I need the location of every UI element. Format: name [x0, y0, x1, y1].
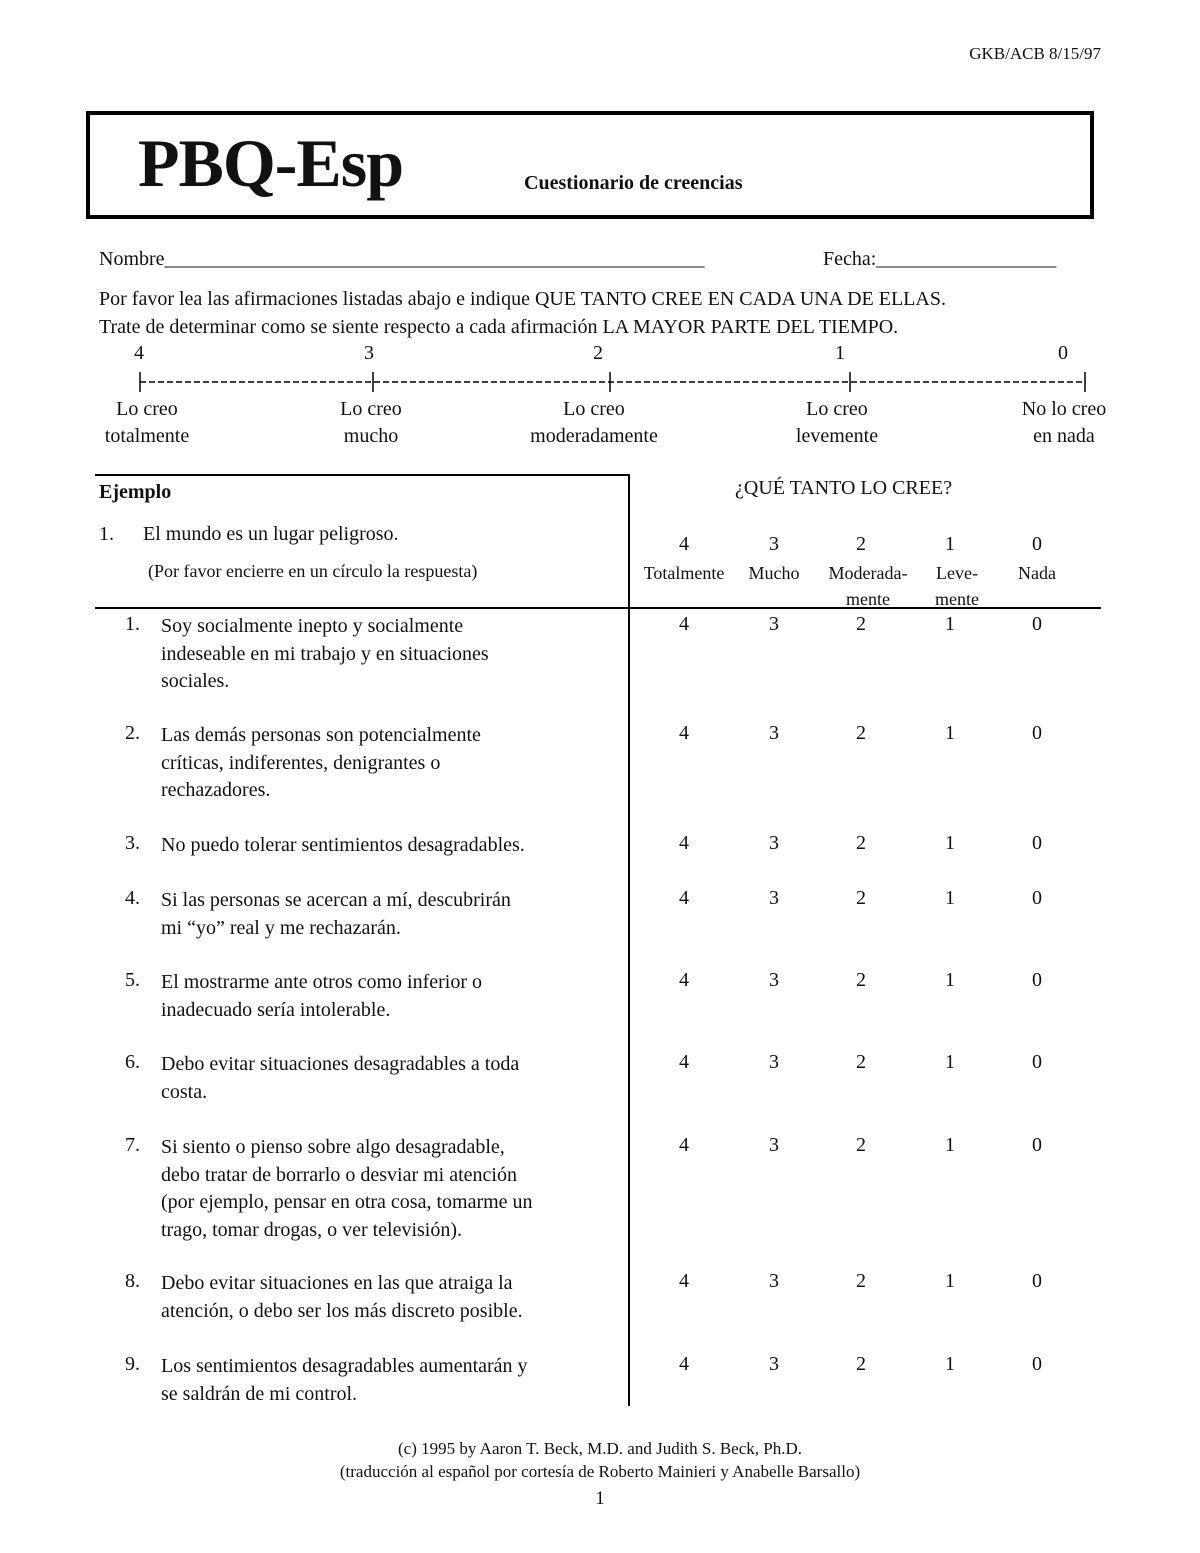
- column-label: [1002, 560, 1072, 586]
- rating-option-4[interactable]: 4: [679, 1270, 689, 1292]
- scale-label: [514, 396, 674, 450]
- rating-option-0[interactable]: 0: [1032, 887, 1042, 909]
- rating-option-1[interactable]: 1: [945, 1051, 955, 1073]
- rating-option-2[interactable]: 2: [856, 832, 866, 854]
- rating-option-0[interactable]: 0: [1032, 613, 1042, 635]
- question-text: [161, 887, 621, 942]
- scale-number: 0: [1058, 342, 1068, 364]
- question-line: Si siento o pienso sobre algo desagradable,: [161, 1136, 505, 1158]
- column-label: [814, 560, 922, 612]
- question-line: trago, tomar drogas, o ver televisión).: [161, 1218, 463, 1241]
- rating-option-2[interactable]: 2: [856, 1270, 866, 1292]
- question-line: Debo evitar situaciones desagradables a toda: [161, 1053, 520, 1075]
- rating-option-4[interactable]: 4: [679, 1051, 689, 1073]
- scale-label: [316, 396, 426, 450]
- rating-option-1[interactable]: 1: [945, 613, 955, 635]
- question-text: [161, 722, 621, 805]
- column-number: 3: [769, 533, 779, 555]
- scale-label-line: moderadamente: [530, 425, 658, 447]
- column-label: [738, 560, 810, 586]
- question-number: 3.: [125, 832, 140, 854]
- scale-label: [1006, 396, 1122, 450]
- scale-number: 4: [134, 342, 144, 364]
- question-line: mi “yo” real y me rechazarán.: [161, 916, 401, 939]
- question-line: debo tratar de borrarlo o desviar mi atención: [161, 1163, 517, 1186]
- column-label: [922, 560, 992, 612]
- rating-option-0[interactable]: 0: [1032, 969, 1042, 991]
- question-line: (por ejemplo, pensar en otra cosa, tomarme un: [161, 1191, 533, 1213]
- example-number: 1.: [99, 523, 114, 545]
- table-vertical-rule: [628, 474, 630, 1406]
- scale-label-line: mucho: [343, 425, 399, 447]
- question-text: [161, 1134, 621, 1244]
- scale-number: 2: [593, 342, 603, 364]
- question-line: El mostrarme ante otros como inferior o: [161, 971, 483, 993]
- rating-option-0[interactable]: 0: [1032, 1270, 1042, 1292]
- rating-option-3[interactable]: 3: [769, 613, 779, 635]
- column-label-line: Mucho: [748, 563, 800, 583]
- scale-label: [782, 396, 892, 450]
- question-text: [161, 969, 621, 1024]
- example-text: El mundo es un lugar peligroso.: [143, 523, 399, 545]
- question-line: Debo evitar situaciones en las que atraiga la: [161, 1272, 513, 1294]
- instructions-line-1: Por favor lea las afirmaciones listadas abajo e indique QUE TANTO CREE EN CADA UNA DE ELLAS.: [99, 288, 946, 310]
- question-line: No puedo tolerar sentimientos desagradables.: [161, 834, 525, 856]
- question-text: [161, 1270, 621, 1325]
- rating-option-3[interactable]: 3: [769, 969, 779, 991]
- scale-label: [92, 396, 202, 450]
- rating-header: ¿QUÉ TANTO LO CREE?: [735, 477, 953, 499]
- example-title: Ejemplo: [99, 481, 172, 503]
- name-field[interactable]: Nombre______________________________________________________: [99, 248, 705, 270]
- question-line: Los sentimientos desagradables aumentarán y: [161, 1355, 528, 1377]
- copyright-line: (c) 1995 by Aaron T. Beck, M.D. and Judith S. Beck, Ph.D.: [397, 1439, 803, 1458]
- title-box: [86, 111, 1094, 219]
- scale-label-line: en nada: [1033, 425, 1095, 447]
- rating-option-0[interactable]: 0: [1032, 1353, 1042, 1375]
- rating-option-4[interactable]: 4: [679, 832, 689, 854]
- rating-option-1[interactable]: 1: [945, 969, 955, 991]
- scale-line: [139, 370, 1087, 394]
- rating-option-2[interactable]: 2: [856, 722, 866, 744]
- rating-option-1[interactable]: 1: [945, 1353, 955, 1375]
- scale-label-line: Lo creo: [563, 398, 625, 420]
- scale-line-graphic: [139, 370, 1087, 394]
- question-number: 5.: [125, 969, 140, 991]
- question-number: 1.: [125, 613, 140, 635]
- scale-label-line: levemente: [795, 425, 879, 447]
- column-label-line: mente: [846, 589, 890, 609]
- question-number: 6.: [125, 1051, 140, 1073]
- column-label-line: Moderada-: [828, 563, 908, 583]
- question-number: 8.: [125, 1270, 140, 1292]
- instructions: [99, 285, 946, 341]
- rating-option-3[interactable]: 3: [769, 1051, 779, 1073]
- rating-option-3[interactable]: 3: [769, 1134, 779, 1156]
- translation-credit: (traducción al español por cortesía de Roberto Mainieri y Anabelle Barsallo): [339, 1462, 861, 1481]
- question-text: [161, 832, 621, 860]
- rating-option-1[interactable]: 1: [945, 722, 955, 744]
- question-line: sociales.: [161, 670, 230, 692]
- rating-option-3[interactable]: 3: [769, 722, 779, 744]
- rating-option-4[interactable]: 4: [679, 722, 689, 744]
- column-number: 0: [1032, 533, 1042, 555]
- scale-label-line: Lo creo: [116, 398, 178, 420]
- rating-option-2[interactable]: 2: [856, 1051, 866, 1073]
- scale-label-line: totalmente: [104, 425, 190, 447]
- rating-option-0[interactable]: 0: [1032, 832, 1042, 854]
- rating-option-2[interactable]: 2: [856, 1134, 866, 1156]
- question-line: Las demás personas son potencialmente: [161, 724, 481, 746]
- rating-option-4[interactable]: 4: [679, 887, 689, 909]
- rating-option-3[interactable]: 3: [769, 1270, 779, 1292]
- rating-option-2[interactable]: 2: [856, 1353, 866, 1375]
- question-line: indeseable en mi trabajo y en situaciones: [161, 642, 489, 665]
- document-code: GKB/ACB 8/15/97: [969, 44, 1101, 63]
- page-number: 1: [595, 1488, 605, 1509]
- scale-number: 3: [364, 342, 374, 364]
- question-line: Soy socialmente inepto y socialmente: [161, 615, 464, 637]
- instructions-line-2: Trate de determinar como se siente respecto a cada afirmación LA MAYOR PARTE DEL TIEMPO.: [99, 316, 899, 338]
- scale-label-line: Lo creo: [806, 398, 868, 420]
- column-number: 1: [945, 533, 955, 555]
- example-note: (Por favor encierre en un círculo la respuesta): [148, 561, 478, 581]
- rating-option-4[interactable]: 4: [679, 613, 689, 635]
- document-title: PBQ-Esp: [138, 125, 404, 201]
- question-line: rechazadores.: [161, 779, 271, 801]
- rating-option-4[interactable]: 4: [679, 1134, 689, 1156]
- question-number: 9.: [125, 1353, 140, 1375]
- question-line: atención, o debo ser los más discreto posible.: [161, 1299, 523, 1322]
- column-label-line: Nada: [1018, 563, 1056, 583]
- name-date-row: [99, 248, 1099, 271]
- rating-option-4[interactable]: 4: [679, 969, 689, 991]
- rating-option-1[interactable]: 1: [945, 832, 955, 854]
- question-number: 7.: [125, 1134, 140, 1156]
- column-number: 4: [679, 533, 689, 555]
- table-top-rule: [95, 474, 630, 476]
- question-text: [161, 613, 621, 696]
- question-line: costa.: [161, 1080, 208, 1103]
- rating-option-1[interactable]: 1: [945, 1134, 955, 1156]
- question-line: Si las personas se acercan a mí, descubrirán: [161, 889, 511, 911]
- rating-option-2[interactable]: 2: [856, 887, 866, 909]
- question-text: [161, 1353, 621, 1408]
- rating-option-1[interactable]: 1: [945, 1270, 955, 1292]
- rating-option-3[interactable]: 3: [769, 832, 779, 854]
- rating-option-3[interactable]: 3: [769, 1353, 779, 1375]
- scale-label-line: No lo creo: [1021, 398, 1107, 420]
- rating-option-1[interactable]: 1: [945, 887, 955, 909]
- rating-option-0[interactable]: 0: [1032, 722, 1042, 744]
- scale-number: 1: [835, 342, 845, 364]
- column-label-line: mente: [935, 589, 979, 609]
- question-text: [161, 1051, 621, 1106]
- rating-option-2[interactable]: 2: [856, 969, 866, 991]
- question-number: 4.: [125, 887, 140, 909]
- question-number: 2.: [125, 722, 140, 744]
- question-line: críticas, indiferentes, denigrantes o: [161, 751, 441, 774]
- column-number: 2: [856, 533, 866, 555]
- document-subtitle: Cuestionario de creencias: [524, 172, 743, 194]
- question-line: se saldrán de mi control.: [161, 1382, 358, 1405]
- rating-option-0[interactable]: 0: [1032, 1134, 1042, 1156]
- question-line: inadecuado sería intolerable.: [161, 998, 391, 1021]
- rating-option-0[interactable]: 0: [1032, 1051, 1042, 1073]
- column-label-line: Leve-: [936, 563, 978, 583]
- rating-option-3[interactable]: 3: [769, 887, 779, 909]
- column-label: [630, 560, 738, 586]
- date-field[interactable]: Fecha:__________________: [823, 248, 1057, 270]
- column-label-line: Totalmente: [643, 563, 725, 583]
- rating-option-4[interactable]: 4: [679, 1353, 689, 1375]
- scale-label-line: Lo creo: [340, 398, 402, 420]
- rating-option-2[interactable]: 2: [856, 613, 866, 635]
